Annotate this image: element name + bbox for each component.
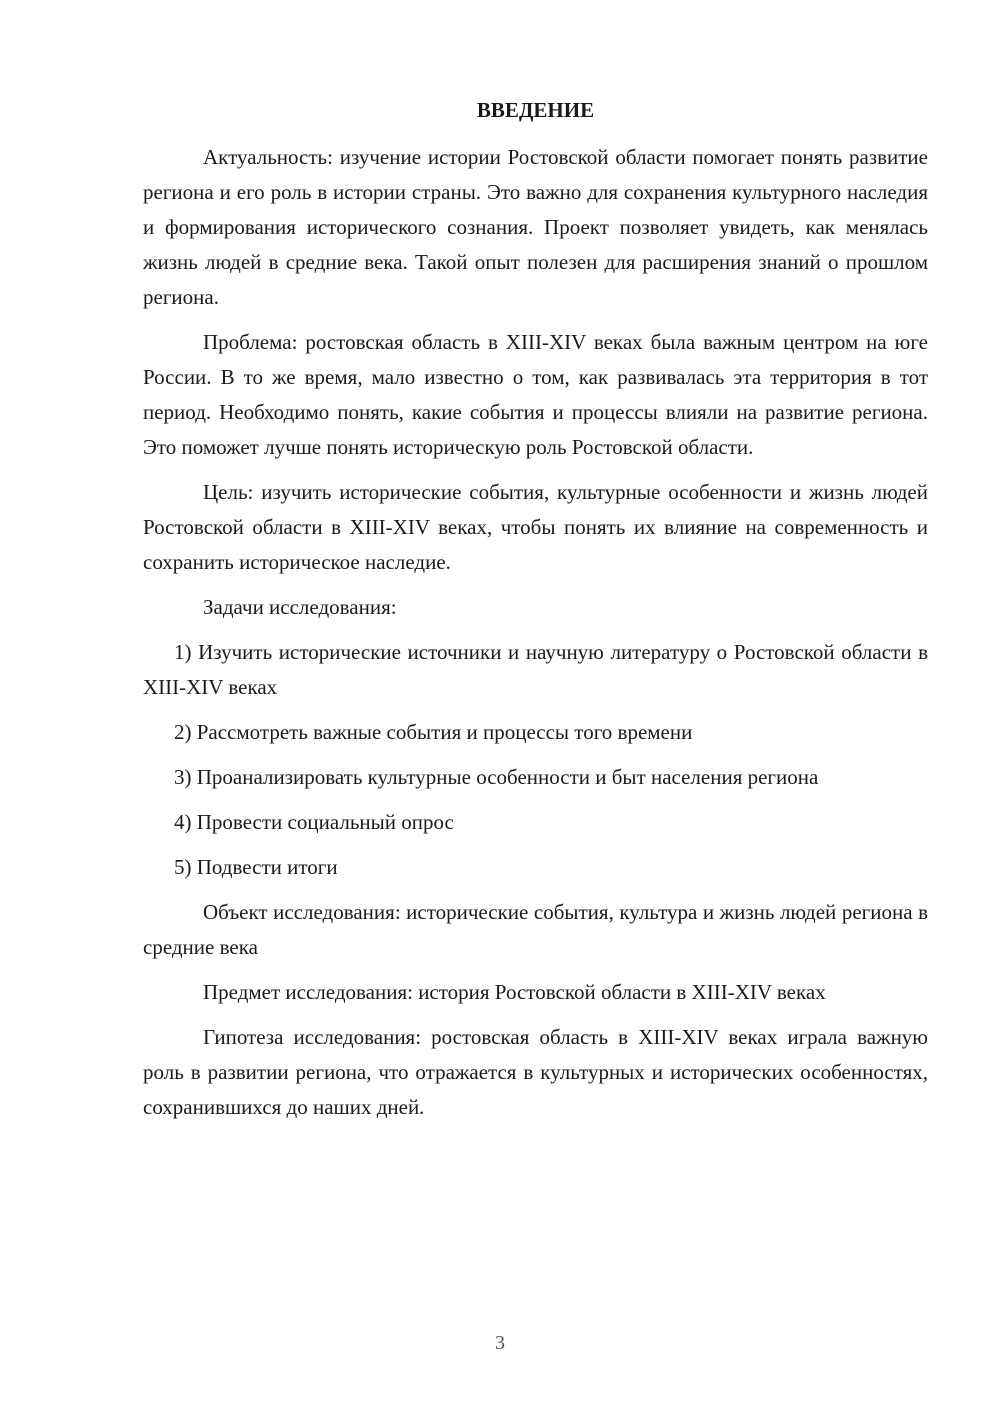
page-title: ВВЕДЕНИЕ xyxy=(476,98,595,122)
paragraph-problem: Проблема: ростовская область в XIII-XIV веках была важным центром на юге России. В то же время, мало известно о том, как развивалась эта территория в тот период. Необходимо понять, какие события и процессы влияли на развитие региона. Это поможет лучше понять историческую роль Ростовской области. xyxy=(143,330,928,459)
paragraph-hypothesis: Гипотеза исследования: ростовская область в XIII-XIV веках играла важную роль в развитии региона, что отражается в культурных и исторических особенностях, сохранившихся до наших дней. xyxy=(143,1025,928,1119)
task-item-3: 3) Проанализировать культурные особенности и быт населения региона xyxy=(174,765,819,789)
task-item-2: 2) Рассмотреть важные события и процессы того времени xyxy=(174,720,693,744)
task-item-5: 5) Подвести итоги xyxy=(174,855,338,879)
task-item-4: 4) Провести социальный опрос xyxy=(174,810,454,834)
document-page xyxy=(143,95,928,1125)
task-item-1: 1) Изучить исторические источники и научную литературу о Ростовской области в XIII-XIV веках xyxy=(143,640,928,699)
paragraph-goal: Цель: изучить исторические события, культурные особенности и жизнь людей Ростовской области в XIII-XIV веках, чтобы понять их влияние на современность и сохранить историческое наследие. xyxy=(143,480,928,574)
paragraph-subject: Предмет исследования: история Ростовской области в XIII-XIV веках xyxy=(203,980,826,1004)
paragraph-object: Объект исследования: исторические события, культура и жизнь людей региона в средние века xyxy=(143,900,928,959)
paragraph-tasks-heading: Задачи исследования: xyxy=(203,595,397,619)
paragraph-relevance: Актуальность: изучение истории Ростовской области помогает понять развитие региона и его роль в истории страны. Это важно для сохранения культурного наследия и формирования исторического сознания. Проект позволяет увидеть, как менялась жизнь людей в средние века. Такой опыт полезен для расширения знаний о прошлом региона. xyxy=(143,145,928,309)
page-number: 3 xyxy=(495,1332,505,1354)
